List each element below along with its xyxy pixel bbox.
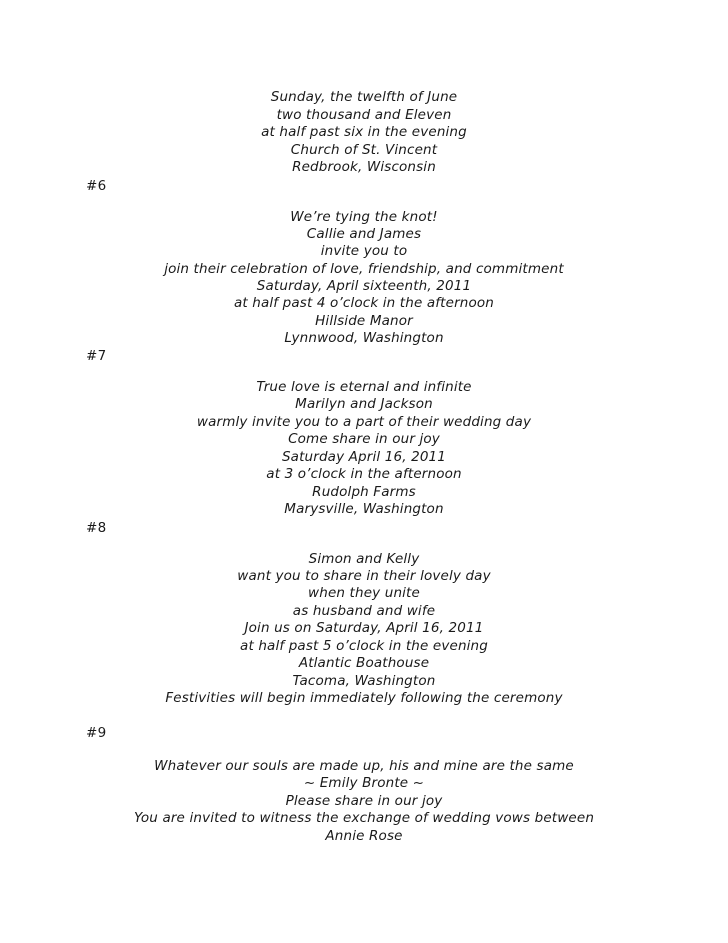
invitation-line: two thousand and Eleven [276, 107, 452, 123]
invitation-line: True love is eternal and infinite [256, 379, 472, 395]
invitation-line: when they unite [308, 585, 420, 601]
invitation-line: Simon and Kelly [308, 551, 420, 567]
invitation-line: invite you to [320, 243, 408, 259]
invitation-line: join their celebration of love, friendship, and commitment [164, 261, 564, 277]
invitation-line: Tacoma, Washington [292, 673, 436, 689]
invitation-line: Please share in our joy [285, 793, 443, 809]
invitation-line: as husband and wife [292, 603, 436, 619]
invitation-line: Sunday, the twelfth of June [270, 89, 458, 105]
invitation-line: Callie and James [306, 226, 422, 242]
invitation-line: want you to share in their lovely day [237, 568, 491, 584]
invitation-line: Come share in our joy [288, 431, 440, 447]
invitation-line: Annie Rose [325, 828, 403, 844]
invitation-line: ~ Emily Bronte ~ [303, 775, 425, 791]
invitation-line: at half past six in the evening [261, 124, 467, 140]
invitation-line: warmly invite you to a part of their wedding day [196, 414, 532, 430]
invitation-line: Saturday April 16, 2011 [281, 449, 447, 465]
invitation-line: Festivities will begin immediately following the ceremony [165, 690, 563, 706]
section-number-8: #8 [86, 520, 107, 536]
section-number-6: #6 [86, 178, 107, 194]
invitation-line: Rudolph Farms [312, 484, 416, 500]
invitation-line: You are invited to witness the exchange of wedding vows between [133, 810, 595, 826]
invitation-line: Lynnwood, Washington [284, 330, 444, 346]
invitation-line: Redbrook, Wisconsin [292, 159, 436, 175]
invitation-line: Join us on Saturday, April 16, 2011 [244, 620, 484, 636]
invitation-line: at half past 5 o’clock in the evening [240, 638, 488, 654]
invitation-line: Church of St. Vincent [290, 142, 438, 158]
invitation-line: at half past 4 o’clock in the afternoon [233, 295, 495, 311]
section-number-9: #9 [86, 725, 107, 741]
section-number-7: #7 [86, 348, 107, 364]
invitation-line: Atlantic Boathouse [298, 655, 430, 671]
invitation-line: Whatever our souls are made up, his and mine are the same [154, 758, 574, 774]
invitation-line: Marysville, Washington [284, 501, 444, 517]
invitation-line: We’re tying the knot! [290, 209, 438, 225]
invitation-line: Hillside Manor [315, 313, 413, 329]
invitation-line: Marilyn and Jackson [295, 396, 433, 412]
invitation-line: Saturday, April sixteenth, 2011 [256, 278, 472, 294]
invitation-line: at 3 o’clock in the afternoon [266, 466, 462, 482]
